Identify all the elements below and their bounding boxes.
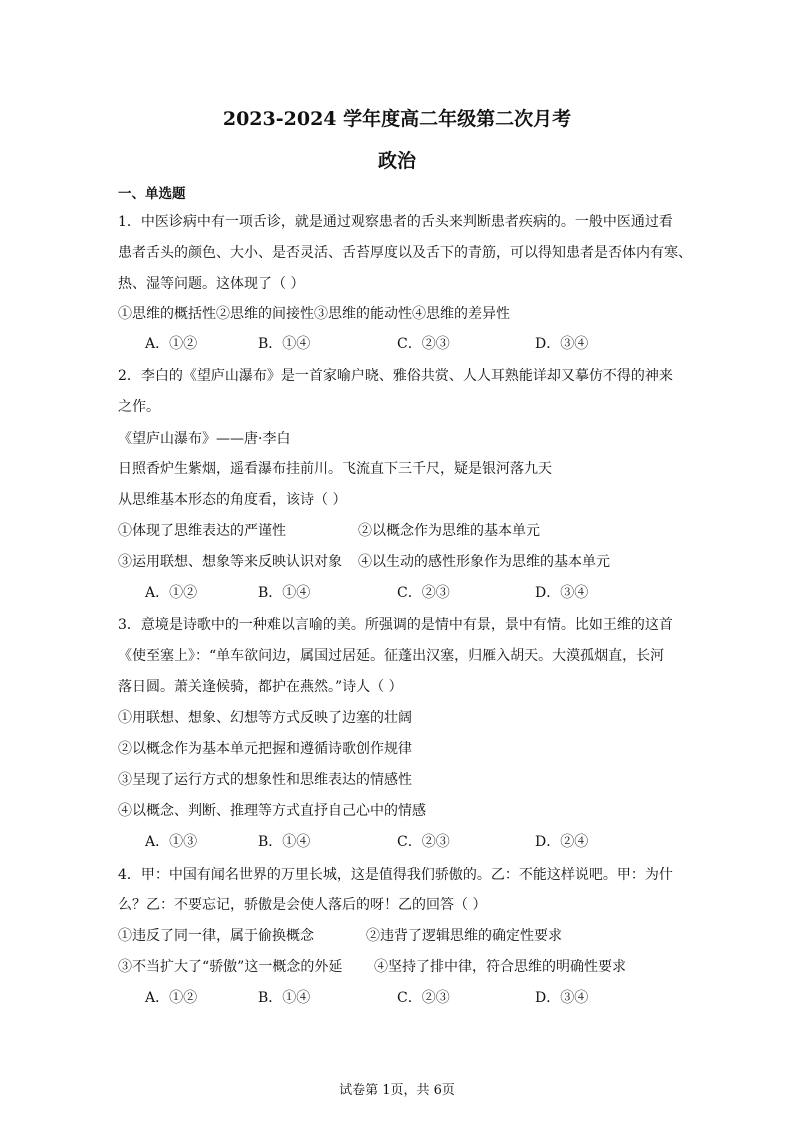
q2-option-b[interactable]: B．①④ (258, 585, 311, 601)
q2-statement-3: ③运用联想、想象等来反映认识对象 (118, 554, 342, 570)
q3-statement-4: ④以概念、判断、推理等方式直抒自己心中的情感 (118, 803, 426, 819)
page-footer: 试卷第 1页，共 6页 (339, 1083, 455, 1098)
q3-option-c[interactable]: C．②③ (397, 834, 450, 850)
q4-statement-4: ④坚持了排中律，符合思维的明确性要求 (374, 959, 626, 975)
q2-statement-2: ②以概念作为思维的基本单元 (358, 523, 540, 539)
q1-line: 患者舌头的颜色、大小、是否灵活、舌苔厚度以及舌下的青筋，可以得知患者是否体内有寒、 (118, 245, 692, 261)
q4-statement-1: ①违反了同一律，属于偷换概念 (118, 928, 314, 944)
q1-line: 热、湿等问题。这体现了（ ） (118, 276, 305, 292)
q4-option-a[interactable]: A．①② (145, 990, 198, 1006)
q3-option-a[interactable]: A．①③ (145, 834, 198, 850)
q2-statement-4: ④以生动的感性形象作为思维的基本单元 (358, 554, 610, 570)
q2-option-d[interactable]: D．③④ (535, 585, 589, 601)
q4-line: 4．甲：中国有闻名世界的万里长城，这是值得我们骄傲的。乙：不能这样说吧。甲：为什 (118, 867, 673, 883)
q2-statement-1: ①体现了思维表达的严谨性 (118, 523, 286, 539)
q1-option-d[interactable]: D．③④ (535, 336, 589, 352)
q2-line: 2．李白的《望庐山瀑布》是一首家喻户晓、雅俗共赏、人人耳熟能详却又摹仿不得的神来 (118, 368, 673, 384)
q2-poem-text: 日照香炉生紫烟，遥看瀑布挂前川。飞流直下三千尺，疑是银河落九天 (118, 461, 552, 477)
q2-line: 之作。 (118, 399, 160, 415)
q2-option-a[interactable]: A．①② (145, 585, 198, 601)
q4-option-c[interactable]: C．②③ (397, 990, 450, 1006)
exam-title: 2023-2024 学年度高二年级第二次月考 (222, 108, 572, 130)
q3-statement-1: ①用联想、想象、幻想等方式反映了边塞的壮阔 (118, 710, 412, 726)
q3-line: 3．意境是诗歌中的一种难以言喻的美。所强调的是情中有景，景中有情。比如王维的这首 (118, 617, 673, 633)
q4-line: 么？乙：不要忘记，骄傲是会使人落后的呀！乙的回答（ ） (118, 897, 487, 913)
q1-option-c[interactable]: C．②③ (397, 336, 450, 352)
q1-line: 1．中医诊病中有一项舌诊，就是通过观察患者的舌头来判断患者疾病的。一般中医通过看 (118, 214, 673, 230)
q2-line: 从思维基本形态的角度看，该诗（ ） (118, 492, 347, 508)
q3-statement-3: ③呈现了运行方式的想象性和思维表达的情感性 (118, 772, 412, 788)
q1-option-a[interactable]: A．①② (145, 336, 198, 352)
q4-statement-2: ②违背了逻辑思维的确定性要求 (366, 928, 562, 944)
q4-statement-3: ③不当扩大了“骄傲”这一概念的外延 (118, 959, 343, 975)
q2-poem-title: 《望庐山瀑布》——唐·李白 (118, 431, 291, 447)
q2-option-c[interactable]: C．②③ (397, 585, 450, 601)
q3-option-d[interactable]: D．②④ (535, 834, 589, 850)
q4-option-b[interactable]: B．①④ (258, 990, 311, 1006)
q1-option-b[interactable]: B．①④ (258, 336, 311, 352)
q3-statement-2: ②以概念作为基本单元把握和遵循诗歌创作规律 (118, 741, 412, 757)
q4-option-d[interactable]: D．③④ (535, 990, 589, 1006)
section-heading: 一、单选题 (118, 186, 186, 202)
q3-line: 《使至塞上》：“单车欲问边，属国过居延。征蓬出汉塞，归雁入胡天。大漠孤烟直，长河 (118, 648, 665, 664)
q1-statements: ①思维的概括性②思维的间接性③思维的能动性④思维的差异性 (118, 306, 510, 322)
exam-subject: 政治 (377, 150, 416, 172)
q3-line: 落日圆。萧关逢候骑，都护在燕然。”诗人（ ） (118, 679, 403, 695)
q3-option-b[interactable]: B．①④ (258, 834, 311, 850)
